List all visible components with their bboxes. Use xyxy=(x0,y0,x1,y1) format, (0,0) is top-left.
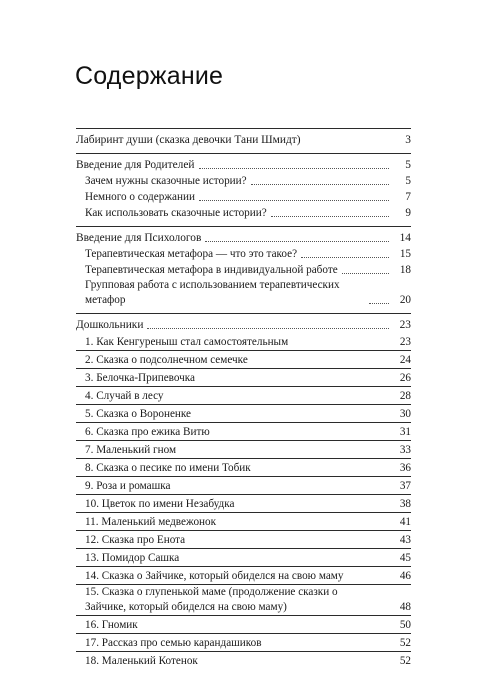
toc-item[interactable] xyxy=(76,351,411,369)
toc-item-title: 13. Помидор Сашка xyxy=(85,552,180,564)
toc-item-title: 14. Сказка о Зайчике, который обиделся на свою маму xyxy=(85,570,344,582)
dot-leader xyxy=(301,257,389,258)
page-number: 18 xyxy=(399,264,411,276)
page-title: Содержание xyxy=(75,62,224,90)
toc-item[interactable] xyxy=(76,531,411,549)
toc-item[interactable] xyxy=(76,246,411,262)
toc-item[interactable] xyxy=(76,495,411,513)
toc-item[interactable] xyxy=(76,189,411,205)
page-number: 45 xyxy=(399,552,411,564)
toc-item-title: 15. Сказка о глупенькой маме (продолжение сказки о Зайчике, который обиделся на свою маму) xyxy=(85,586,338,613)
toc-item-title: 11. Маленький медвежонок xyxy=(85,516,217,528)
toc-item[interactable] xyxy=(76,333,411,351)
page-number: 15 xyxy=(399,248,411,260)
toc-heading-title: Введение для Родителей xyxy=(76,159,195,171)
toc-item[interactable] xyxy=(76,459,411,477)
toc-item[interactable] xyxy=(76,567,411,585)
toc-section xyxy=(76,226,411,308)
toc-item-title: 10. Цветок по имени Незабудка xyxy=(85,498,235,510)
toc-item-title: 16. Гномик xyxy=(85,619,138,631)
toc-item-title: 18. Маленький Котенок xyxy=(85,655,198,667)
page-number: 28 xyxy=(399,390,411,402)
toc-item-title: 8. Сказка о песике по имени Тобик xyxy=(85,462,251,474)
toc-heading-row[interactable] xyxy=(76,132,411,148)
dot-leader xyxy=(271,216,389,217)
page-number: 5 xyxy=(405,159,411,171)
toc-item-title: Терапевтическая метафора — что это такое? xyxy=(85,248,298,260)
toc-item-title: Немного о содержании xyxy=(85,191,195,203)
dot-leader xyxy=(342,273,389,274)
page-number: 48 xyxy=(399,601,411,613)
page-number: 30 xyxy=(399,408,411,420)
page-number: 38 xyxy=(399,498,411,510)
toc-heading-row[interactable] xyxy=(76,230,411,246)
toc-item[interactable] xyxy=(76,262,411,278)
page-number: 52 xyxy=(399,655,411,667)
toc-item-title: 17. Рассказ про семью карандашиков xyxy=(85,637,262,649)
page-number: 41 xyxy=(399,516,411,528)
page-number: 23 xyxy=(399,319,411,331)
toc-item-title: 1. Как Кенгуреныш стал самостоятельным xyxy=(85,336,289,348)
toc-item[interactable] xyxy=(76,369,411,387)
dot-leader xyxy=(205,241,389,242)
page-number: 31 xyxy=(399,426,411,438)
toc-item[interactable] xyxy=(76,423,411,441)
dot-leader xyxy=(251,184,389,185)
toc-heading-title: Введение для Психологов xyxy=(76,232,202,244)
page-number: 23 xyxy=(399,336,411,348)
toc-item[interactable] xyxy=(76,513,411,531)
toc-item-title: Зачем нужны сказочные истории? xyxy=(85,175,247,187)
page-number: 26 xyxy=(399,372,411,384)
page-number: 7 xyxy=(405,191,411,203)
toc-item-title: Как использовать сказочные истории? xyxy=(85,207,267,219)
toc-item[interactable] xyxy=(76,634,411,652)
toc-heading-title: Лабиринт души (сказка девочки Тани Шмидт) xyxy=(76,134,301,146)
toc-item[interactable] xyxy=(76,205,411,221)
dot-leader xyxy=(199,168,389,169)
toc-item[interactable] xyxy=(76,549,411,567)
toc-item[interactable] xyxy=(76,652,411,669)
toc-section xyxy=(76,128,411,148)
toc-item-title: 5. Сказка о Вороненке xyxy=(85,408,192,420)
toc-item-list xyxy=(76,333,411,669)
toc-section xyxy=(76,153,411,221)
toc-item-title: 12. Сказка про Енота xyxy=(85,534,186,546)
dot-leader xyxy=(199,200,389,201)
page-number: 50 xyxy=(399,619,411,631)
toc-item[interactable] xyxy=(76,173,411,189)
page-number: 43 xyxy=(399,534,411,546)
toc-item-title: Терапевтическая метафора в индивидуальной работе xyxy=(85,264,338,276)
dot-leader xyxy=(147,328,389,329)
toc-section xyxy=(76,313,411,669)
toc-item[interactable] xyxy=(76,477,411,495)
page-number: 52 xyxy=(399,637,411,649)
dot-leader xyxy=(369,303,389,304)
page-number: 37 xyxy=(399,480,411,492)
toc-item-title: 2. Сказка о подсолнечном семечке xyxy=(85,354,248,366)
toc-item-title: 9. Роза и ромашка xyxy=(85,480,171,492)
toc-item[interactable] xyxy=(76,585,411,616)
page-number: 20 xyxy=(399,294,411,306)
page-number: 9 xyxy=(405,207,411,219)
page-number: 36 xyxy=(399,462,411,474)
table-of-contents xyxy=(76,128,411,674)
toc-heading-row[interactable] xyxy=(76,317,411,333)
toc-item[interactable] xyxy=(76,441,411,459)
page-number: 33 xyxy=(399,444,411,456)
toc-item[interactable] xyxy=(76,278,411,308)
page-number: 46 xyxy=(399,570,411,582)
toc-item-title: Групповая работа с использованием терапевтических метафор xyxy=(85,279,340,306)
toc-item-title: 6. Сказка про ежика Витю xyxy=(85,426,210,438)
page-number: 14 xyxy=(399,232,411,244)
toc-item[interactable] xyxy=(76,387,411,405)
toc-heading-title: Дошкольники xyxy=(76,319,144,331)
page-number: 5 xyxy=(405,175,411,187)
toc-item[interactable] xyxy=(76,616,411,634)
toc-item[interactable] xyxy=(76,405,411,423)
page-number: 3 xyxy=(405,134,411,146)
toc-item-title: 7. Маленький гном xyxy=(85,444,177,456)
toc-heading-row[interactable] xyxy=(76,157,411,173)
toc-item-title: 4. Случай в лесу xyxy=(85,390,164,402)
toc-item-title: 3. Белочка-Припевочка xyxy=(85,372,196,384)
page-number: 24 xyxy=(399,354,411,366)
